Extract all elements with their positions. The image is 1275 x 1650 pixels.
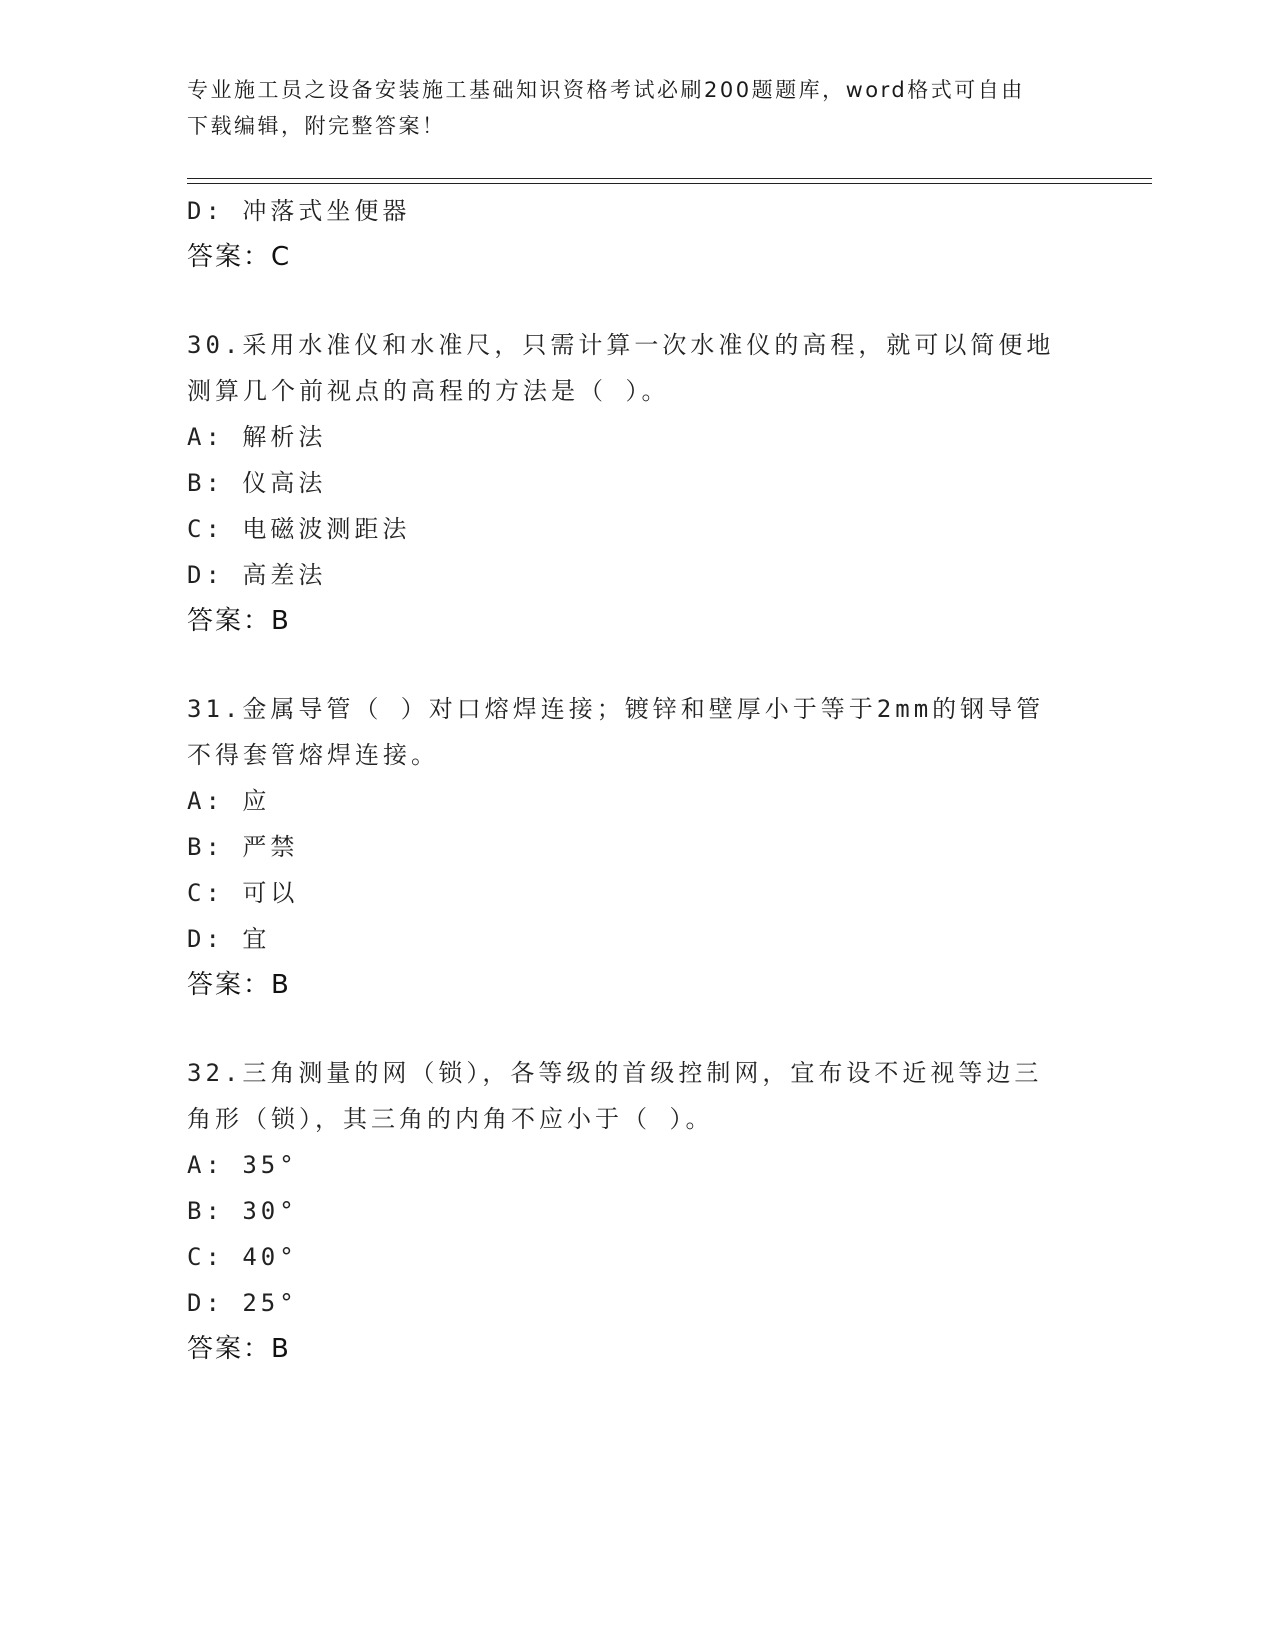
question-30 <box>187 322 1087 644</box>
question-text-line-2: 测算几个前视点的高程的方法是（ ）。 <box>187 377 670 405</box>
option-b: B: 30° <box>187 1197 298 1225</box>
spacer <box>187 1008 1087 1050</box>
option-d: D: 宜 <box>187 925 271 953</box>
header-divider-top <box>187 178 1152 179</box>
question-31 <box>187 686 1087 1008</box>
document-header <box>187 72 1087 144</box>
option-b: B: 仪高法 <box>187 469 327 497</box>
question-text-line-2: 不得套管熔焊连接。 <box>187 741 439 769</box>
option-a: A: 35° <box>187 1151 298 1179</box>
spacer <box>187 644 1087 686</box>
option-d: D: 高差法 <box>187 561 327 589</box>
option-b: B: 严禁 <box>187 833 299 861</box>
prev-question-answer: 答案：C <box>187 242 292 272</box>
answer: 答案：B <box>187 606 291 636</box>
question-text-line-1: 30.采用水准仪和水准尺，只需计算一次水准仪的高程，就可以简便地 <box>187 331 1055 359</box>
answer: 答案：B <box>187 1334 291 1364</box>
header-line-2: 下载编辑，附完整答案！ <box>187 114 446 138</box>
option-d: D: 25° <box>187 1289 298 1317</box>
question-text-line-1: 31.金属导管（ ）对口熔焊连接；镀锌和壁厚小于等于2mm的钢导管 <box>187 695 1045 723</box>
question-text-line-2: 角形（锁），其三角的内角不应小于（ ）。 <box>187 1105 714 1133</box>
question-text-line-1: 32.三角测量的网（锁），各等级的首级控制网，宜布设不近视等边三 <box>187 1059 1043 1087</box>
option-c: C: 可以 <box>187 879 299 907</box>
document-body <box>187 188 1087 1372</box>
answer: 答案：B <box>187 970 291 1000</box>
option-c: C: 电磁波测距法 <box>187 515 411 543</box>
header-divider-bottom <box>187 183 1152 184</box>
question-32 <box>187 1050 1087 1372</box>
prev-question-option-d: D: 冲落式坐便器 <box>187 197 411 225</box>
option-a: A: 应 <box>187 787 271 815</box>
option-c: C: 40° <box>187 1243 298 1271</box>
option-a: A: 解析法 <box>187 423 327 451</box>
header-line-1: 专业施工员之设备安装施工基础知识资格考试必刷200题题库，word格式可自由 <box>187 78 1025 102</box>
spacer <box>187 280 1087 322</box>
